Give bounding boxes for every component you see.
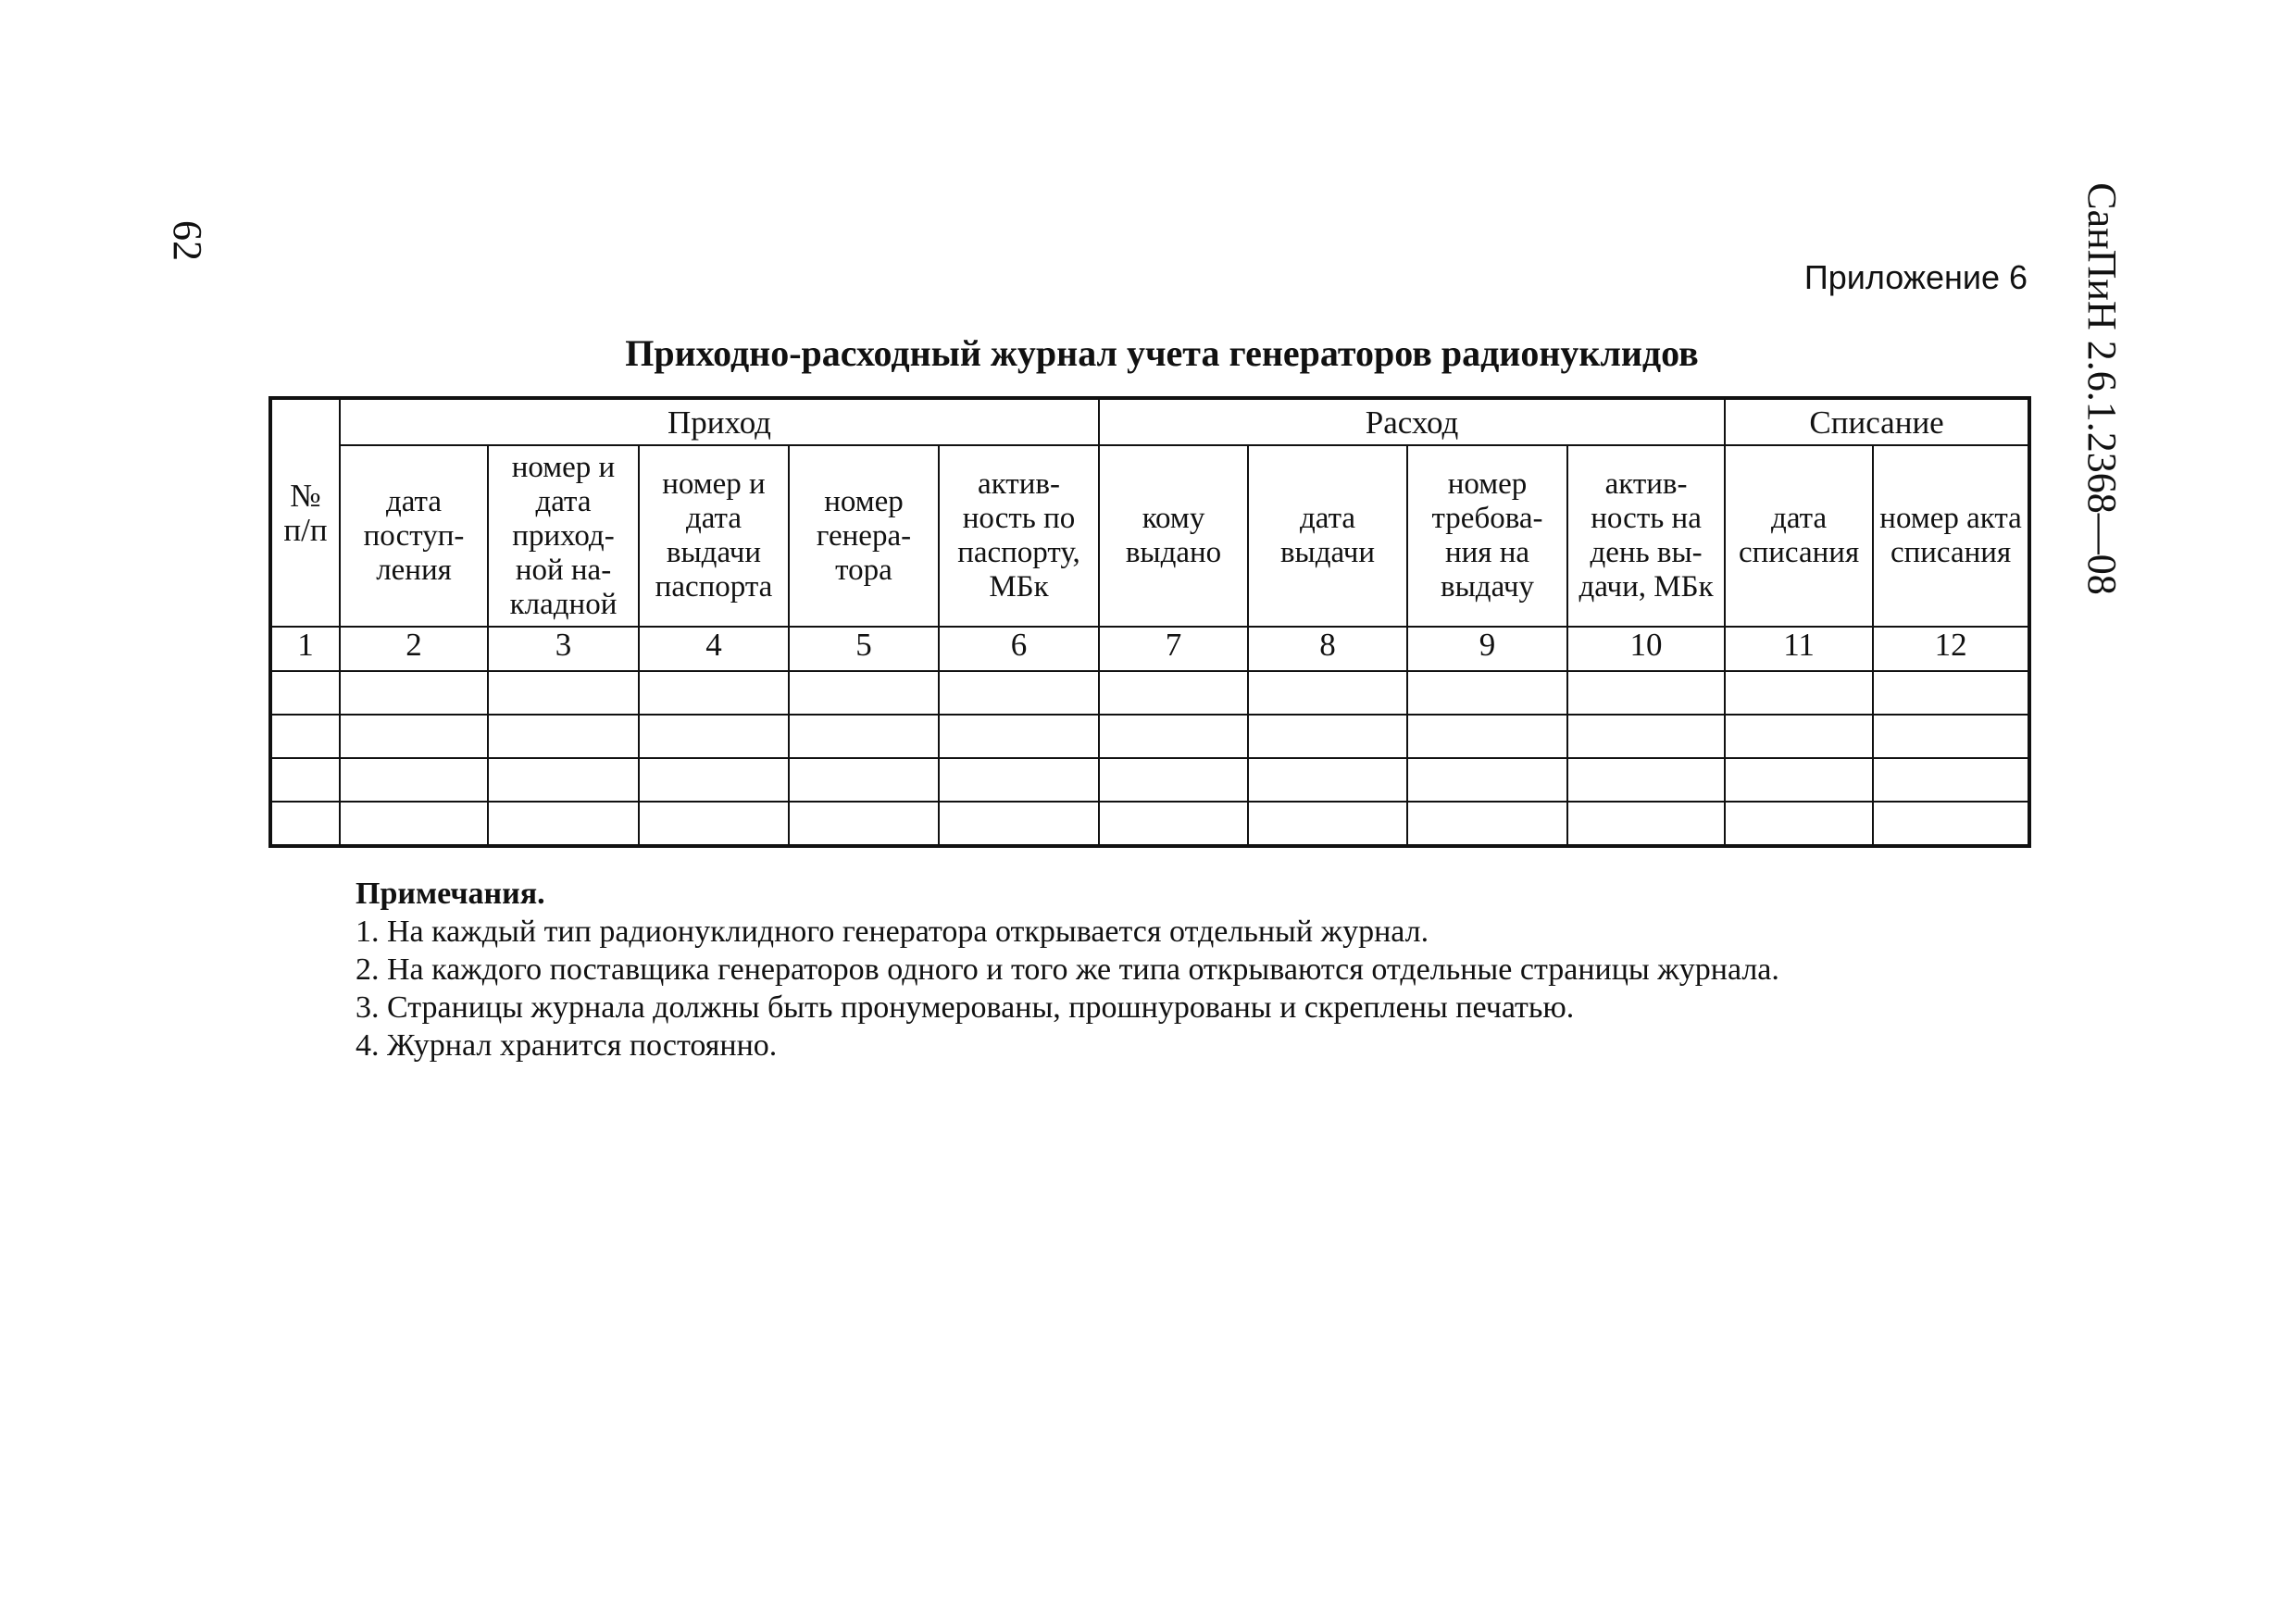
column-number: 11 xyxy=(1725,627,1873,671)
table-cell xyxy=(939,802,1099,846)
column-number: 6 xyxy=(939,627,1099,671)
table-cell xyxy=(1567,758,1725,802)
table-cell xyxy=(340,715,488,758)
table-cell xyxy=(1099,758,1248,802)
table-cell xyxy=(1248,715,1407,758)
table-cell xyxy=(1248,758,1407,802)
table-cell xyxy=(789,671,939,715)
group-header-expense: Расход xyxy=(1099,398,1725,445)
column-number: 10 xyxy=(1567,627,1725,671)
table-cell xyxy=(939,715,1099,758)
column-header-writeoff-date: дата списания xyxy=(1725,445,1873,627)
column-header-passport-activity: актив- ность по паспорту, МБк xyxy=(939,445,1099,627)
table-cell xyxy=(1725,802,1873,846)
column-header-issue-activity: актив- ность на день вы- дачи, МБк xyxy=(1567,445,1725,627)
table-cell xyxy=(1099,715,1248,758)
table-cell xyxy=(1248,802,1407,846)
column-header-generator-number: номер генера- тора xyxy=(789,445,939,627)
table-cell xyxy=(789,758,939,802)
column-number: 2 xyxy=(340,627,488,671)
table-cell xyxy=(1873,758,2029,802)
table-cell xyxy=(1248,671,1407,715)
table-cell xyxy=(488,758,639,802)
table-cell xyxy=(1407,715,1567,758)
group-header-writeoff: Списание xyxy=(1725,398,2029,445)
table-cell xyxy=(1725,758,1873,802)
table-cell xyxy=(270,715,340,758)
table-cell xyxy=(340,758,488,802)
table-cell xyxy=(639,715,789,758)
notes-section xyxy=(356,875,2040,1064)
column-number: 12 xyxy=(1873,627,2029,671)
table-cell xyxy=(1567,802,1725,846)
table-cell xyxy=(270,671,340,715)
table-cell xyxy=(1873,671,2029,715)
column-number-row xyxy=(270,627,2029,671)
table-cell xyxy=(488,802,639,846)
table-cell xyxy=(939,671,1099,715)
column-header-request-number: номер требова- ния на выдачу xyxy=(1407,445,1567,627)
journal-table xyxy=(268,396,2031,848)
table-cell xyxy=(340,671,488,715)
note-item: 4. Журнал хранится постоянно. xyxy=(356,1028,778,1063)
table-cell xyxy=(1407,671,1567,715)
table-cell xyxy=(1567,671,1725,715)
notes-title: Примечания. xyxy=(356,877,545,911)
column-header-row xyxy=(270,445,2029,627)
column-number: 3 xyxy=(488,627,639,671)
table-cell xyxy=(270,802,340,846)
table-cell xyxy=(270,758,340,802)
table-cell xyxy=(1099,802,1248,846)
appendix-label: Приложение 6 xyxy=(1803,258,2028,296)
table-cell xyxy=(639,758,789,802)
column-number: 5 xyxy=(789,627,939,671)
table-row xyxy=(270,671,2029,715)
column-header-receipt-date: дата поступ- ления xyxy=(340,445,488,627)
table-cell xyxy=(639,671,789,715)
column-number: 4 xyxy=(639,627,789,671)
table-cell xyxy=(488,671,639,715)
document-code: СанПиН 2.6.1.2368—08 xyxy=(2079,182,2125,595)
table-cell xyxy=(1873,802,2029,846)
table-cell xyxy=(1407,802,1567,846)
column-header-invoice: номер и дата приход- ной на- кладной xyxy=(488,445,639,627)
table-cell xyxy=(1725,715,1873,758)
table-cell xyxy=(939,758,1099,802)
table-cell xyxy=(1407,758,1567,802)
table-cell xyxy=(1567,715,1725,758)
note-item: 3. Страницы журнала должны быть пронумерованы, прошнурованы и скреплены печатью. xyxy=(356,990,1575,1025)
table-cell xyxy=(1099,671,1248,715)
table-row xyxy=(270,758,2029,802)
table-cell xyxy=(789,802,939,846)
column-header-index: № п/п xyxy=(270,398,340,627)
column-header-passport: номер и дата выдачи паспорта xyxy=(639,445,789,627)
column-number: 1 xyxy=(270,627,340,671)
table-cell xyxy=(340,802,488,846)
column-header-writeoff-act: номер акта списания xyxy=(1873,445,2029,627)
table-cell xyxy=(789,715,939,758)
column-number: 8 xyxy=(1248,627,1407,671)
table-cell xyxy=(1873,715,2029,758)
note-item: 2. На каждого поставщика генераторов одного и того же типа открываются отдельные страницы журнала. xyxy=(356,952,1779,987)
column-header-issue-date: дата выдачи xyxy=(1248,445,1407,627)
note-item: 1. На каждый тип радионуклидного генератора открывается отдельный журнал. xyxy=(356,915,1429,949)
column-number: 9 xyxy=(1407,627,1567,671)
page-title: Приходно-расходный журнал учета генераторов радионуклидов xyxy=(625,332,1699,374)
table-cell xyxy=(639,802,789,846)
page-number: 62 xyxy=(165,220,210,261)
column-header-issued-to: кому выдано xyxy=(1099,445,1248,627)
table-cell xyxy=(488,715,639,758)
table-row xyxy=(270,715,2029,758)
group-header-income: Приход xyxy=(340,398,1099,445)
table-cell xyxy=(1725,671,1873,715)
table-row xyxy=(270,802,2029,846)
group-header-row xyxy=(270,398,2029,445)
column-number: 7 xyxy=(1099,627,1248,671)
